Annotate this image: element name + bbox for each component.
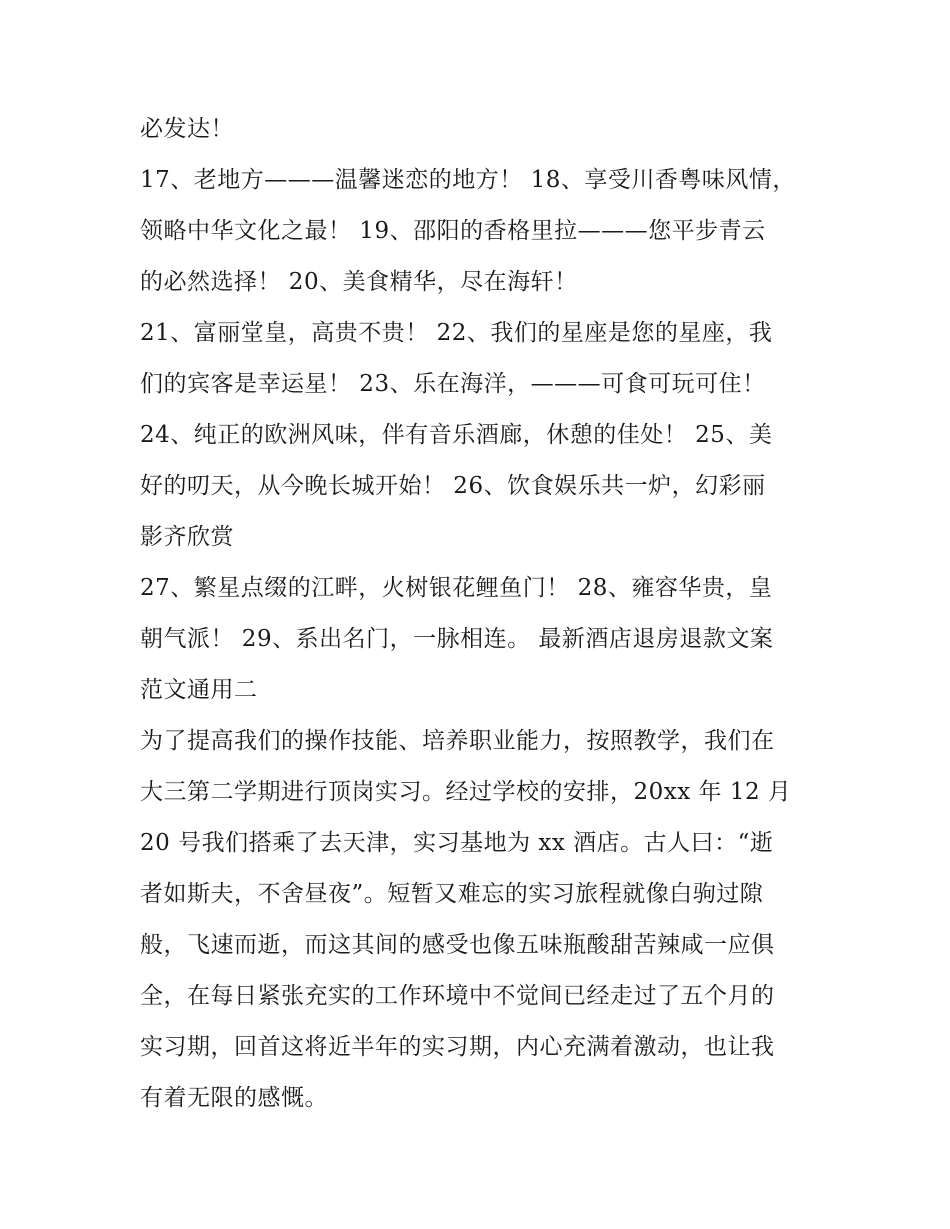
text-line: 般，飞速而逝，而这其间的感受也像五味瓶酸甜苦辣咸一应俱 bbox=[140, 932, 775, 958]
text-line: 实习期，回首这将近半年的实习期，内心充满着激动，也让我 bbox=[140, 1034, 775, 1060]
text-line: 全，在每日紧张充实的工作环境中不觉间已经走过了五个月的 bbox=[140, 983, 775, 1009]
text-line: 24、纯正的欧洲风味，伴有音乐酒廊，休憩的佳处！ 25、美 bbox=[140, 422, 773, 448]
text-line: 们的宾客是幸运星！ 23、乐在海洋，———可食可玩可住！ bbox=[140, 371, 766, 397]
text-line: 范文通用二 bbox=[140, 677, 258, 703]
text-line: 大三第二学期进行顶岗实习。经过学校的安排，20xx 年 12 月 bbox=[140, 779, 792, 805]
text-line: 朝气派！ 29、系出名门，一脉相连。 最新酒店退房退款文案 bbox=[140, 626, 774, 652]
text-line: 17、老地方———温馨迷恋的地方！ 18、享受川香粤味风情， bbox=[140, 167, 796, 193]
text-line: 影齐欣赏 bbox=[140, 524, 234, 550]
text-line: 21、富丽堂皇，高贵不贵！ 22、我们的星座是您的星座，我 bbox=[140, 320, 773, 346]
text-line: 者如斯夫，不舍昼夜”。短暂又难忘的实习旅程就像白驹过隙 bbox=[140, 881, 764, 907]
text-line: 必发达！ bbox=[140, 116, 234, 142]
text-line: 好的叨天，从今晚长城开始！ 26、饮食娱乐共一炉，幻彩丽 bbox=[140, 473, 766, 499]
text-line: 20 号我们搭乘了去天津，实习基地为 xx 酒店。古人曰：“逝 bbox=[140, 830, 774, 856]
text-line: 为了提高我们的操作技能、培养职业能力，按照教学，我们在 bbox=[140, 728, 775, 754]
text-line: 27、繁星点缀的江畔，火树银花鲤鱼门！ 28、雍容华贵，皇 bbox=[140, 575, 773, 601]
text-line: 的必然选择！ 20、美食精华，尽在海轩！ bbox=[140, 269, 578, 295]
text-line: 有着无限的感慨。 bbox=[140, 1085, 328, 1111]
text-line: 领略中华文化之最！ 19、邵阳的香格里拉———您平步青云 bbox=[140, 218, 766, 244]
